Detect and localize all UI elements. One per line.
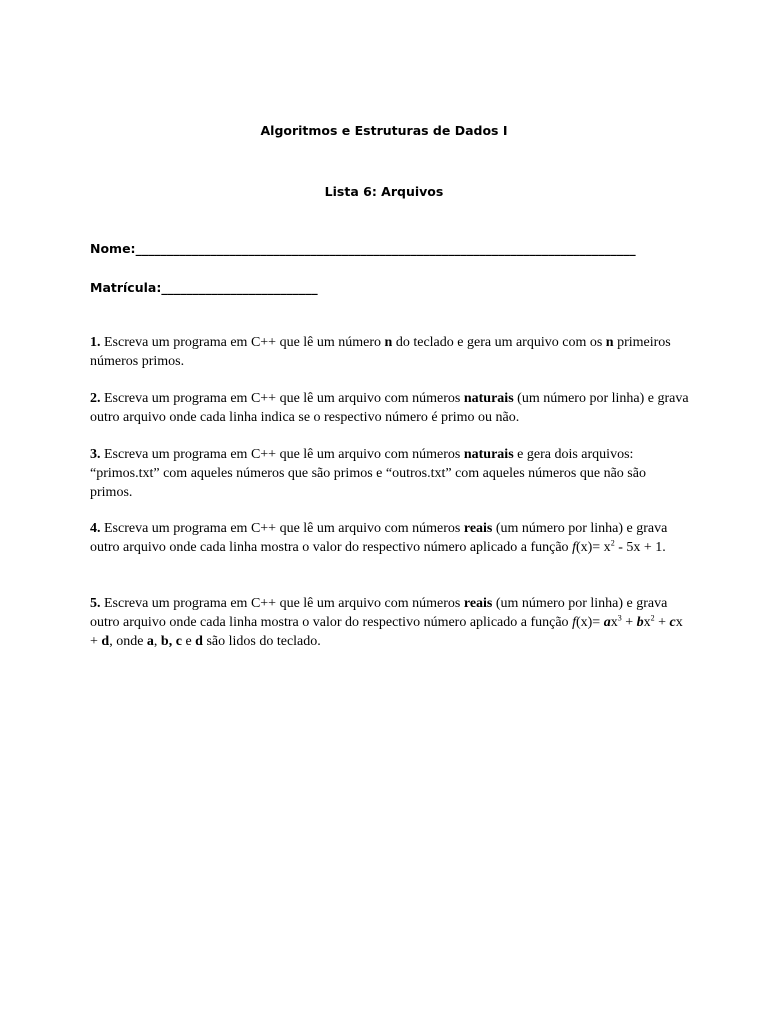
bold-term: n — [605, 335, 614, 350]
formula-text: x + — [90, 615, 683, 649]
formula-text: - 5x + 1. — [614, 540, 666, 555]
bold-term: b, — [160, 634, 173, 649]
question-text: e — [181, 634, 196, 649]
question-text: (um número por linha) e grava outro arquivo onde cada linha mostra o valor do respectivo número aplicado a função — [90, 521, 668, 555]
coefficient-d: d — [101, 634, 110, 649]
bold-term: reais — [463, 521, 493, 536]
exponent: 2 — [610, 538, 615, 548]
question-2 — [90, 389, 690, 427]
question-text: do teclado e gera um arquivo com os — [392, 335, 606, 350]
bold-term: n — [384, 335, 393, 350]
question-5 — [90, 594, 690, 651]
question-text: , — [153, 634, 161, 649]
formula-text: + — [621, 615, 637, 630]
question-4 — [90, 519, 690, 557]
question-number: 1. — [90, 335, 101, 350]
coefficient-a: a — [603, 615, 611, 630]
question-number: 3. — [90, 447, 101, 462]
question-text: Escreva um programa em C++ que lê um arquivo com números — [100, 596, 464, 611]
question-text: Escreva um programa em C++ que lê um arquivo com números — [100, 521, 464, 536]
question-number: 4. — [90, 521, 101, 536]
function-symbol: f — [572, 540, 576, 555]
formula-text: x — [643, 615, 651, 630]
function-symbol: f — [572, 615, 576, 630]
exponent: 3 — [617, 613, 622, 623]
name-label: Nome: — [90, 241, 136, 256]
id-label: Matrícula: — [90, 280, 162, 295]
question-text: (um número por linha) e grava outro arquivo onde cada linha indica se o respectivo número é primo ou não. — [90, 391, 689, 425]
question-text: primeiros números primos. — [90, 335, 671, 369]
name-field[interactable] — [90, 241, 636, 256]
question-text: Escreva um programa em C++ que lê um arquivo com números — [100, 447, 464, 462]
bold-term: c — [175, 634, 182, 649]
id-blank-line[interactable]: _________________________ — [161, 280, 318, 295]
id-field[interactable] — [90, 280, 318, 295]
formula-text: (x)= x — [575, 540, 611, 555]
exponent: 2 — [650, 613, 655, 623]
question-text: e gera dois arquivos: “primos.txt” com aqueles números que são primos e “outros.txt” com aqueles números que não são primos. — [90, 447, 646, 500]
bold-term: naturais — [463, 447, 514, 462]
list-title: Lista 6: Arquivos — [324, 184, 444, 199]
formula-text: x — [610, 615, 618, 630]
question-text: Escreva um programa em C++ que lê um arquivo com números — [100, 391, 464, 406]
question-text: (um número por linha) e grava outro arquivo onde cada linha mostra o valor do respectivo número aplicado a função — [90, 596, 668, 630]
question-text: são lidos do teclado. — [202, 634, 321, 649]
bold-term: a — [146, 634, 154, 649]
coefficient-b: b — [636, 615, 644, 630]
question-text: , onde — [109, 634, 147, 649]
question-1 — [90, 333, 690, 371]
formula-text: + — [654, 615, 670, 630]
bold-term: naturais — [463, 391, 514, 406]
bold-term: d — [195, 634, 203, 649]
question-text: Escreva um programa em C++ que lê um número — [100, 335, 385, 350]
bold-term: reais — [463, 596, 493, 611]
formula-text: (x)= — [575, 615, 604, 630]
question-number: 2. — [90, 391, 101, 406]
question-number: 5. — [90, 596, 101, 611]
course-title: Algoritmos e Estruturas de Dados I — [260, 123, 508, 138]
coefficient-c: c — [669, 615, 676, 630]
name-blank-line[interactable]: ________________________________________________________________________________ — [135, 241, 636, 256]
question-3 — [90, 445, 690, 502]
